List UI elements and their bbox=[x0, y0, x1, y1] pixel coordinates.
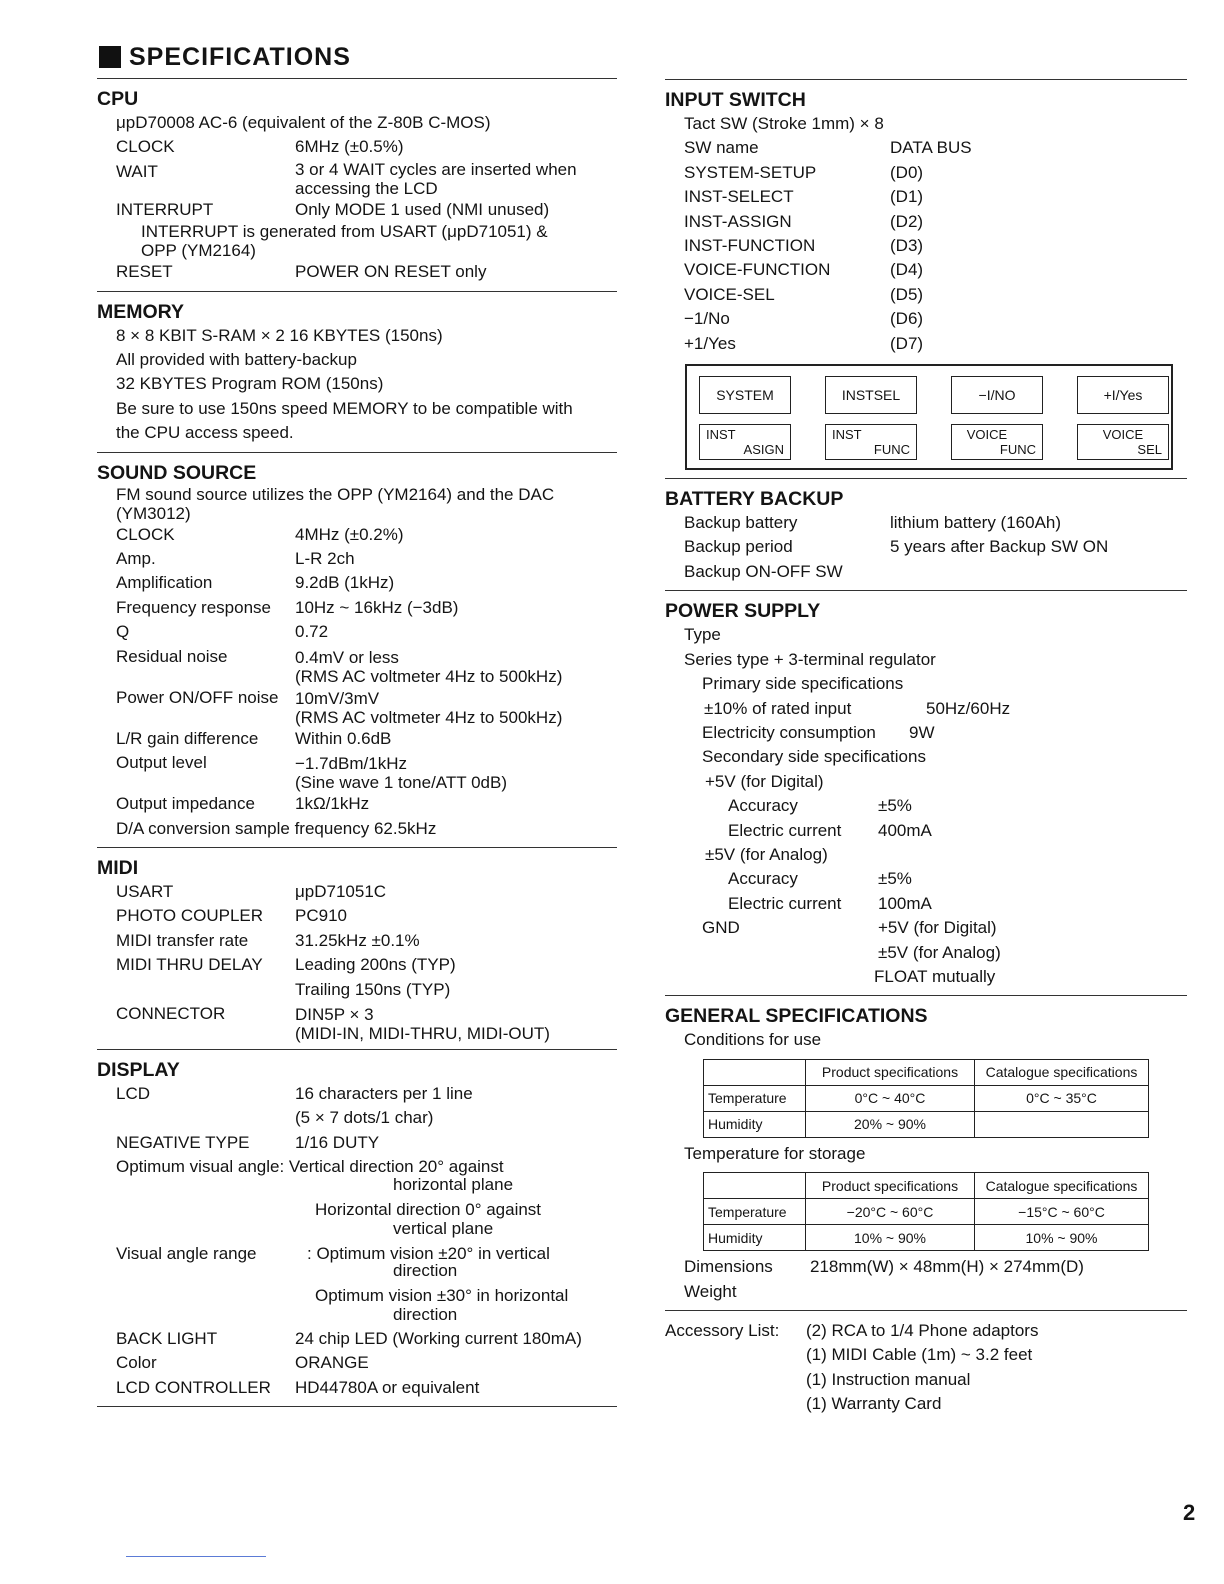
spec-row: CLOCK 6MHz (±0.5%) bbox=[116, 137, 404, 157]
divider bbox=[97, 291, 617, 292]
spec-row: Accuracy ±5% bbox=[728, 796, 912, 816]
spec-row: ±10% of rated input 50Hz/60Hz bbox=[704, 698, 1011, 718]
divider bbox=[665, 79, 1187, 80]
input-switch-section bbox=[665, 88, 1187, 470]
spec-row: Electric current 100mA bbox=[728, 893, 932, 913]
spec-line: Be sure to use 150ns speed MEMORY to be compatible with bbox=[116, 398, 573, 418]
display-section bbox=[97, 1058, 617, 1400]
divider bbox=[97, 452, 617, 453]
spec-line: Secondary side specifications bbox=[702, 747, 926, 767]
switch-voice-sel: VOICE SEL bbox=[1077, 424, 1169, 460]
switch-minus-no: −I/NO bbox=[951, 376, 1043, 414]
spec-row: Output impedance 1kΩ/1kHz bbox=[116, 794, 370, 814]
cpu-section bbox=[97, 87, 617, 285]
spec-row: Residual noise 0.4mV or less (RMS AC voltmeter 4Hz to 500kHz) bbox=[116, 646, 563, 686]
spec-line: Temperature for storage bbox=[684, 1143, 866, 1163]
switch-panel-diagram bbox=[685, 364, 1173, 470]
section-heading: MEMORY bbox=[97, 300, 185, 323]
spec-row: VOICE-SEL (D5) bbox=[684, 284, 924, 304]
spec-row: RESET POWER ON RESET only bbox=[116, 262, 487, 282]
spec-row: WAIT 3 or 4 WAIT cycles are inserted when accessing the LCD bbox=[116, 159, 577, 198]
spec-line: D/A conversion sample frequency 62.5kHz bbox=[116, 818, 437, 838]
spec-row: LCD 16 characters per 1 line (5 × 7 dots/1 char) bbox=[116, 1083, 473, 1128]
divider bbox=[97, 1406, 617, 1407]
spec-row: BACK LIGHT 24 chip LED (Working current 180mA) bbox=[116, 1328, 582, 1348]
spec-row: Frequency response 10Hz ~ 16kHz (−3dB) bbox=[116, 597, 459, 617]
spec-row: PHOTO COUPLER PC910 bbox=[116, 906, 347, 926]
spec-row: Amplification 9.2dB (1kHz) bbox=[116, 573, 395, 593]
left-column bbox=[97, 40, 617, 1415]
spec-line: +5V (for Digital) bbox=[705, 771, 824, 791]
switch-inst-asign: INST ASIGN bbox=[699, 424, 791, 460]
section-heading: POWER SUPPLY bbox=[665, 600, 821, 623]
section-heading: BATTERY BACKUP bbox=[665, 488, 844, 511]
accessory-list bbox=[665, 1319, 1187, 1417]
divider bbox=[665, 478, 1187, 479]
spec-row: Color ORANGE bbox=[116, 1353, 369, 1373]
spec-line: 8 × 8 KBIT S-RAM × 2 16 KBYTES (150ns) bbox=[116, 325, 443, 345]
spec-line: Horizontal direction 0° against bbox=[315, 1199, 542, 1219]
spec-line: ±5V (for Analog) bbox=[705, 844, 828, 864]
spec-line: vertical plane bbox=[393, 1218, 494, 1238]
spec-row: Visual angle range : Optimum vision ±20° in vertical bbox=[116, 1243, 550, 1263]
spec-row: USART μpD71051C bbox=[116, 881, 387, 901]
spec-row: LCD CONTROLLER HD44780A or equivalent bbox=[116, 1377, 480, 1397]
list-item: (2) RCA to 1/4 Phone adaptors bbox=[806, 1321, 1039, 1340]
divider bbox=[97, 847, 617, 848]
accessory-label: Accessory List: bbox=[665, 1321, 780, 1340]
spec-line: Tact SW (Stroke 1mm) × 8 bbox=[684, 114, 884, 133]
spec-row: SW name DATA BUS bbox=[684, 138, 972, 158]
sound-source-section bbox=[97, 461, 617, 841]
table-row: Temperature 0°C ~ 40°C 0°C ~ 35°C bbox=[704, 1085, 1149, 1111]
spec-line: Type bbox=[684, 625, 721, 645]
square-bullet-icon bbox=[99, 46, 121, 68]
spec-row: Amp. L-R 2ch bbox=[116, 549, 355, 569]
spec-note: INTERRUPT is generated from USART (μpD71051) & bbox=[141, 222, 548, 242]
spec-row: Backup battery lithium battery (160Ah) bbox=[684, 513, 1062, 533]
midi-section bbox=[97, 856, 617, 1043]
page-title: SPECIFICATIONS bbox=[99, 40, 617, 74]
switch-plus-yes: +I/Yes bbox=[1077, 376, 1169, 414]
section-heading: INPUT SWITCH bbox=[665, 89, 806, 111]
section-heading: GENERAL SPECIFICATIONS bbox=[665, 1005, 928, 1028]
spec-line: FM sound source utilizes the OPP (YM2164) and the DAC bbox=[116, 484, 555, 504]
spec-line: All provided with battery-backup bbox=[116, 350, 357, 370]
spec-line: (YM3012) bbox=[116, 503, 191, 523]
spec-line: Primary side specifications bbox=[702, 674, 904, 694]
switch-instsel: INSTSEL bbox=[825, 376, 917, 414]
spec-row: Electric current 400mA bbox=[728, 820, 932, 840]
spec-line: the CPU access speed. bbox=[116, 423, 294, 443]
spec-row: GND +5V (for Digital) ±5V (for Analog) FLOAT mutually bbox=[702, 918, 1001, 986]
spec-line: Optimum visual angle: Vertical direction 20° against bbox=[116, 1157, 504, 1177]
spec-row: Dimensions 218mm(W) × 48mm(H) × 274mm(D) bbox=[684, 1257, 1084, 1277]
spec-row: INTERRUPT Only MODE 1 used (NMI unused) bbox=[116, 199, 550, 219]
spec-row: VOICE-FUNCTION (D4) bbox=[684, 260, 924, 280]
table-row: Temperature −20°C ~ 60°C −15°C ~ 60°C bbox=[704, 1199, 1149, 1225]
spec-line: direction bbox=[393, 1260, 458, 1280]
switch-inst-func: INST FUNC bbox=[825, 424, 917, 460]
divider bbox=[97, 1049, 617, 1050]
divider bbox=[665, 995, 1187, 996]
spec-row: INST-ASSIGN (D2) bbox=[684, 211, 924, 231]
spec-row: NEGATIVE TYPE 1/16 DUTY bbox=[116, 1132, 380, 1152]
battery-backup-section bbox=[665, 487, 1187, 584]
list-item: (1) Instruction manual bbox=[806, 1369, 971, 1389]
spec-row: CONNECTOR DIN5P × 3 (MIDI-IN, MIDI-THRU, MIDI-OUT) bbox=[116, 1003, 550, 1043]
spec-line: Series type + 3-terminal regulator bbox=[684, 649, 936, 669]
spec-row: SYSTEM-SETUP (D0) bbox=[684, 162, 924, 182]
spec-row: INST-FUNCTION (D3) bbox=[684, 236, 924, 256]
spec-row: Q 0.72 bbox=[116, 622, 329, 642]
spec-line: μpD70008 AC-6 (equivalent of the Z-80B C-MOS) bbox=[116, 113, 491, 132]
spec-row: INST-SELECT (D1) bbox=[684, 187, 924, 207]
spec-row: Electricity consumption 9W bbox=[702, 722, 935, 742]
spec-line: Conditions for use bbox=[684, 1030, 822, 1050]
section-heading: MIDI bbox=[97, 856, 139, 879]
spec-line: Weight bbox=[684, 1281, 737, 1301]
spec-line: horizontal plane bbox=[393, 1174, 514, 1194]
general-specifications-section bbox=[665, 1004, 1187, 1304]
spec-line: 32 KBYTES Program ROM (150ns) bbox=[116, 374, 384, 394]
spec-note: OPP (YM2164) bbox=[141, 241, 256, 261]
conditions-for-use-table bbox=[703, 1059, 1149, 1138]
footer-rule bbox=[126, 1556, 266, 1557]
storage-temperature-table bbox=[703, 1172, 1149, 1251]
power-supply-section bbox=[665, 599, 1187, 989]
switch-system: SYSTEM bbox=[699, 376, 791, 414]
list-item: (1) Warranty Card bbox=[806, 1394, 942, 1414]
spec-line: direction bbox=[393, 1304, 458, 1324]
spec-row: Output level −1.7dBm/1kHz (Sine wave 1 tone/ATT 0dB) bbox=[116, 753, 507, 793]
divider bbox=[97, 78, 617, 79]
section-heading: CPU bbox=[97, 88, 139, 110]
spec-row: Backup period 5 years after Backup SW ON bbox=[684, 537, 1109, 557]
table-row: Humidity 10% ~ 90% 10% ~ 90% bbox=[704, 1225, 1149, 1251]
section-heading: DISPLAY bbox=[97, 1058, 180, 1081]
spec-row: MIDI THRU DELAY Leading 200ns (TYP) Trailing 150ns (TYP) bbox=[116, 955, 456, 999]
spec-row: Accuracy ±5% bbox=[728, 869, 912, 889]
spec-row: L/R gain difference Within 0.6dB bbox=[116, 728, 392, 748]
switch-voice-func: VOICE FUNC bbox=[951, 424, 1043, 460]
table-row: Humidity 20% ~ 90% bbox=[704, 1111, 1149, 1137]
spec-row: CLOCK 4MHz (±0.2%) bbox=[116, 524, 404, 544]
table-header-row: Product specifications Catalogue specifications bbox=[704, 1059, 1149, 1085]
spec-line: Optimum vision ±30° in horizontal bbox=[315, 1285, 569, 1305]
page-number: 2 bbox=[1183, 1500, 1196, 1525]
spec-row: Power ON/OFF noise 10mV/3mV (RMS AC voltmeter 4Hz to 500kHz) bbox=[116, 687, 563, 727]
list-item: (1) MIDI Cable (1m) ~ 3.2 feet bbox=[806, 1345, 1033, 1365]
section-heading: SOUND SOURCE bbox=[97, 461, 257, 484]
divider bbox=[665, 1310, 1187, 1311]
spec-row: Backup ON-OFF SW bbox=[684, 561, 843, 581]
spec-row: +1/Yes (D7) bbox=[684, 333, 924, 353]
table-header-row: Product specifications Catalogue specifications bbox=[704, 1173, 1149, 1199]
spec-row: −1/No (D6) bbox=[684, 309, 924, 329]
right-column bbox=[665, 75, 1187, 1417]
memory-section bbox=[97, 300, 617, 446]
spec-row: MIDI transfer rate 31.25kHz ±0.1% bbox=[116, 930, 420, 950]
divider bbox=[665, 590, 1187, 591]
